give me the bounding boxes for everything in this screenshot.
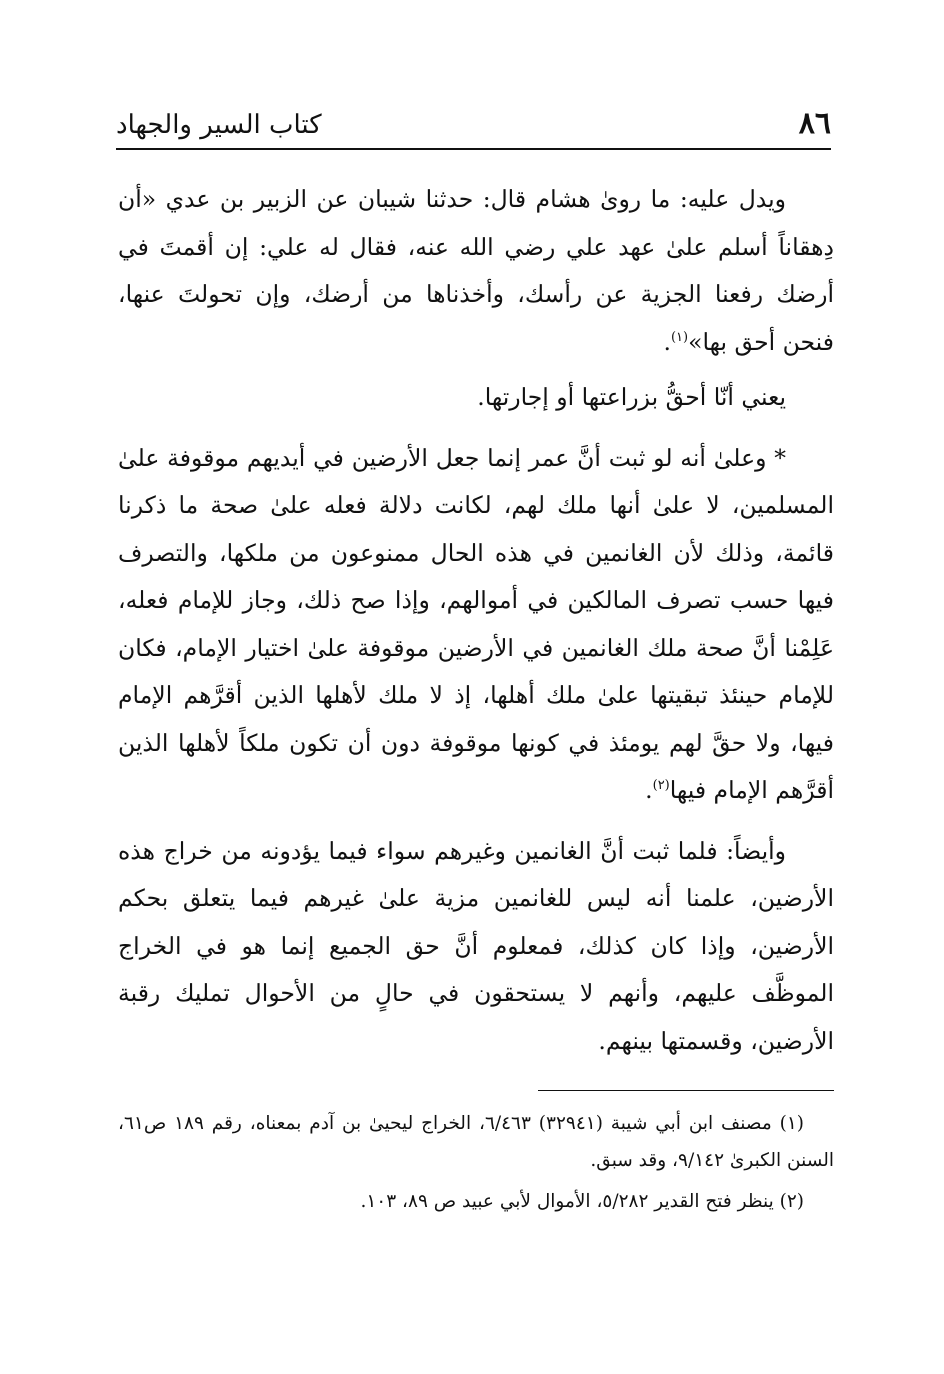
book-title: كتاب السير والجهاد <box>116 110 322 140</box>
paragraph: ويدل عليه: ما روىٰ هشام قال: حدثنا شيبان عن الزبير بن عدي «أن دِهقاناً أسلم علىٰ عهد علي رضي الله عنه، فقال له علي: إن أقمتَ في أرضك رفعنا الجزية عن رأسك، وأخذناها من أرضك، وإن تحولتَ عنها، فنحن أحق بها»$^{(١)}$. <box>118 185 834 356</box>
main-text <box>118 176 834 1078</box>
page-number: ٨٦ <box>798 106 831 141</box>
footnote-ref-1[interactable]: (١) <box>670 329 689 345</box>
paragraph: وأيضاً: فلما ثبت أنَّ الغانمين وغيرهم سواء فيما يؤدونه من خراج هذه الأرضين، علمنا أنه ليس للغانمين مزية علىٰ غيرهم فيما يتعلق بحكم الأرضين، وإذا كان كذلك، فمعلوم أنَّ حق الجميع إنما هو في الخراج الموظَّف عليهم، وأنهم لا يستحقون في حالٍ من الأحوال تمليك رقبة الأرضين، وقسمتها بينهم. <box>118 836 834 1055</box>
running-header <box>116 103 831 147</box>
paragraph: * وعلىٰ أنه لو ثبت أنَّ عمر إنما جعل الأرضين في أيديهم موقوفة علىٰ المسلمين، لا علىٰ أنها ملك لهم، لكانت دلالة فعله علىٰ صحة ما ذكرنا قائمة، وذلك لأن الغانمين في هذه الحال ممنوعون من ملكها، والتصرف فيها حسب تصرف المالكين في أموالهم، وإذا صح ذلك، وجاز للإمام فعله، عَلِمْنا أنَّ صحة ملك الغانمين في الأرضين موقوفة علىٰ اختيار الإمام، فكان للإمام حينئذ تبقيتها علىٰ ملك أهلها، إذ لا ملك لأهلها الذين أقرَّهم الإمام فيها، ولا حقَّ لهم يومئذ في كونها موقوفة دون أن تكون ملكاً لأهلها الذين أقرَّهم الإمام فيها$^{(٢)}$. <box>118 443 834 804</box>
footnote-ref-2[interactable]: (٢) <box>652 778 670 794</box>
header-divider <box>116 148 831 150</box>
paragraph: يعني أنّا أحقُّ بزراعتها أو إجارتها. <box>477 383 786 411</box>
footnote-1: (١) مصنف ابن أبي شيبة (٣٢٩٤١) ٦/٤٦٣، الخراج ليحيىٰ بن آدم بمعناه، رقم ١٨٩ ص٦١، السنن الكبرىٰ ٩/١٤٢، وقد سبق. <box>118 1113 834 1171</box>
footnotes <box>118 1105 834 1224</box>
footnote-divider <box>538 1090 834 1091</box>
footnote-2: (٢) ينظر فتح القدير ٥/٢٨٢، الأموال لأبي عبيد ص ٨٩، ١٠٣. <box>360 1191 804 1212</box>
